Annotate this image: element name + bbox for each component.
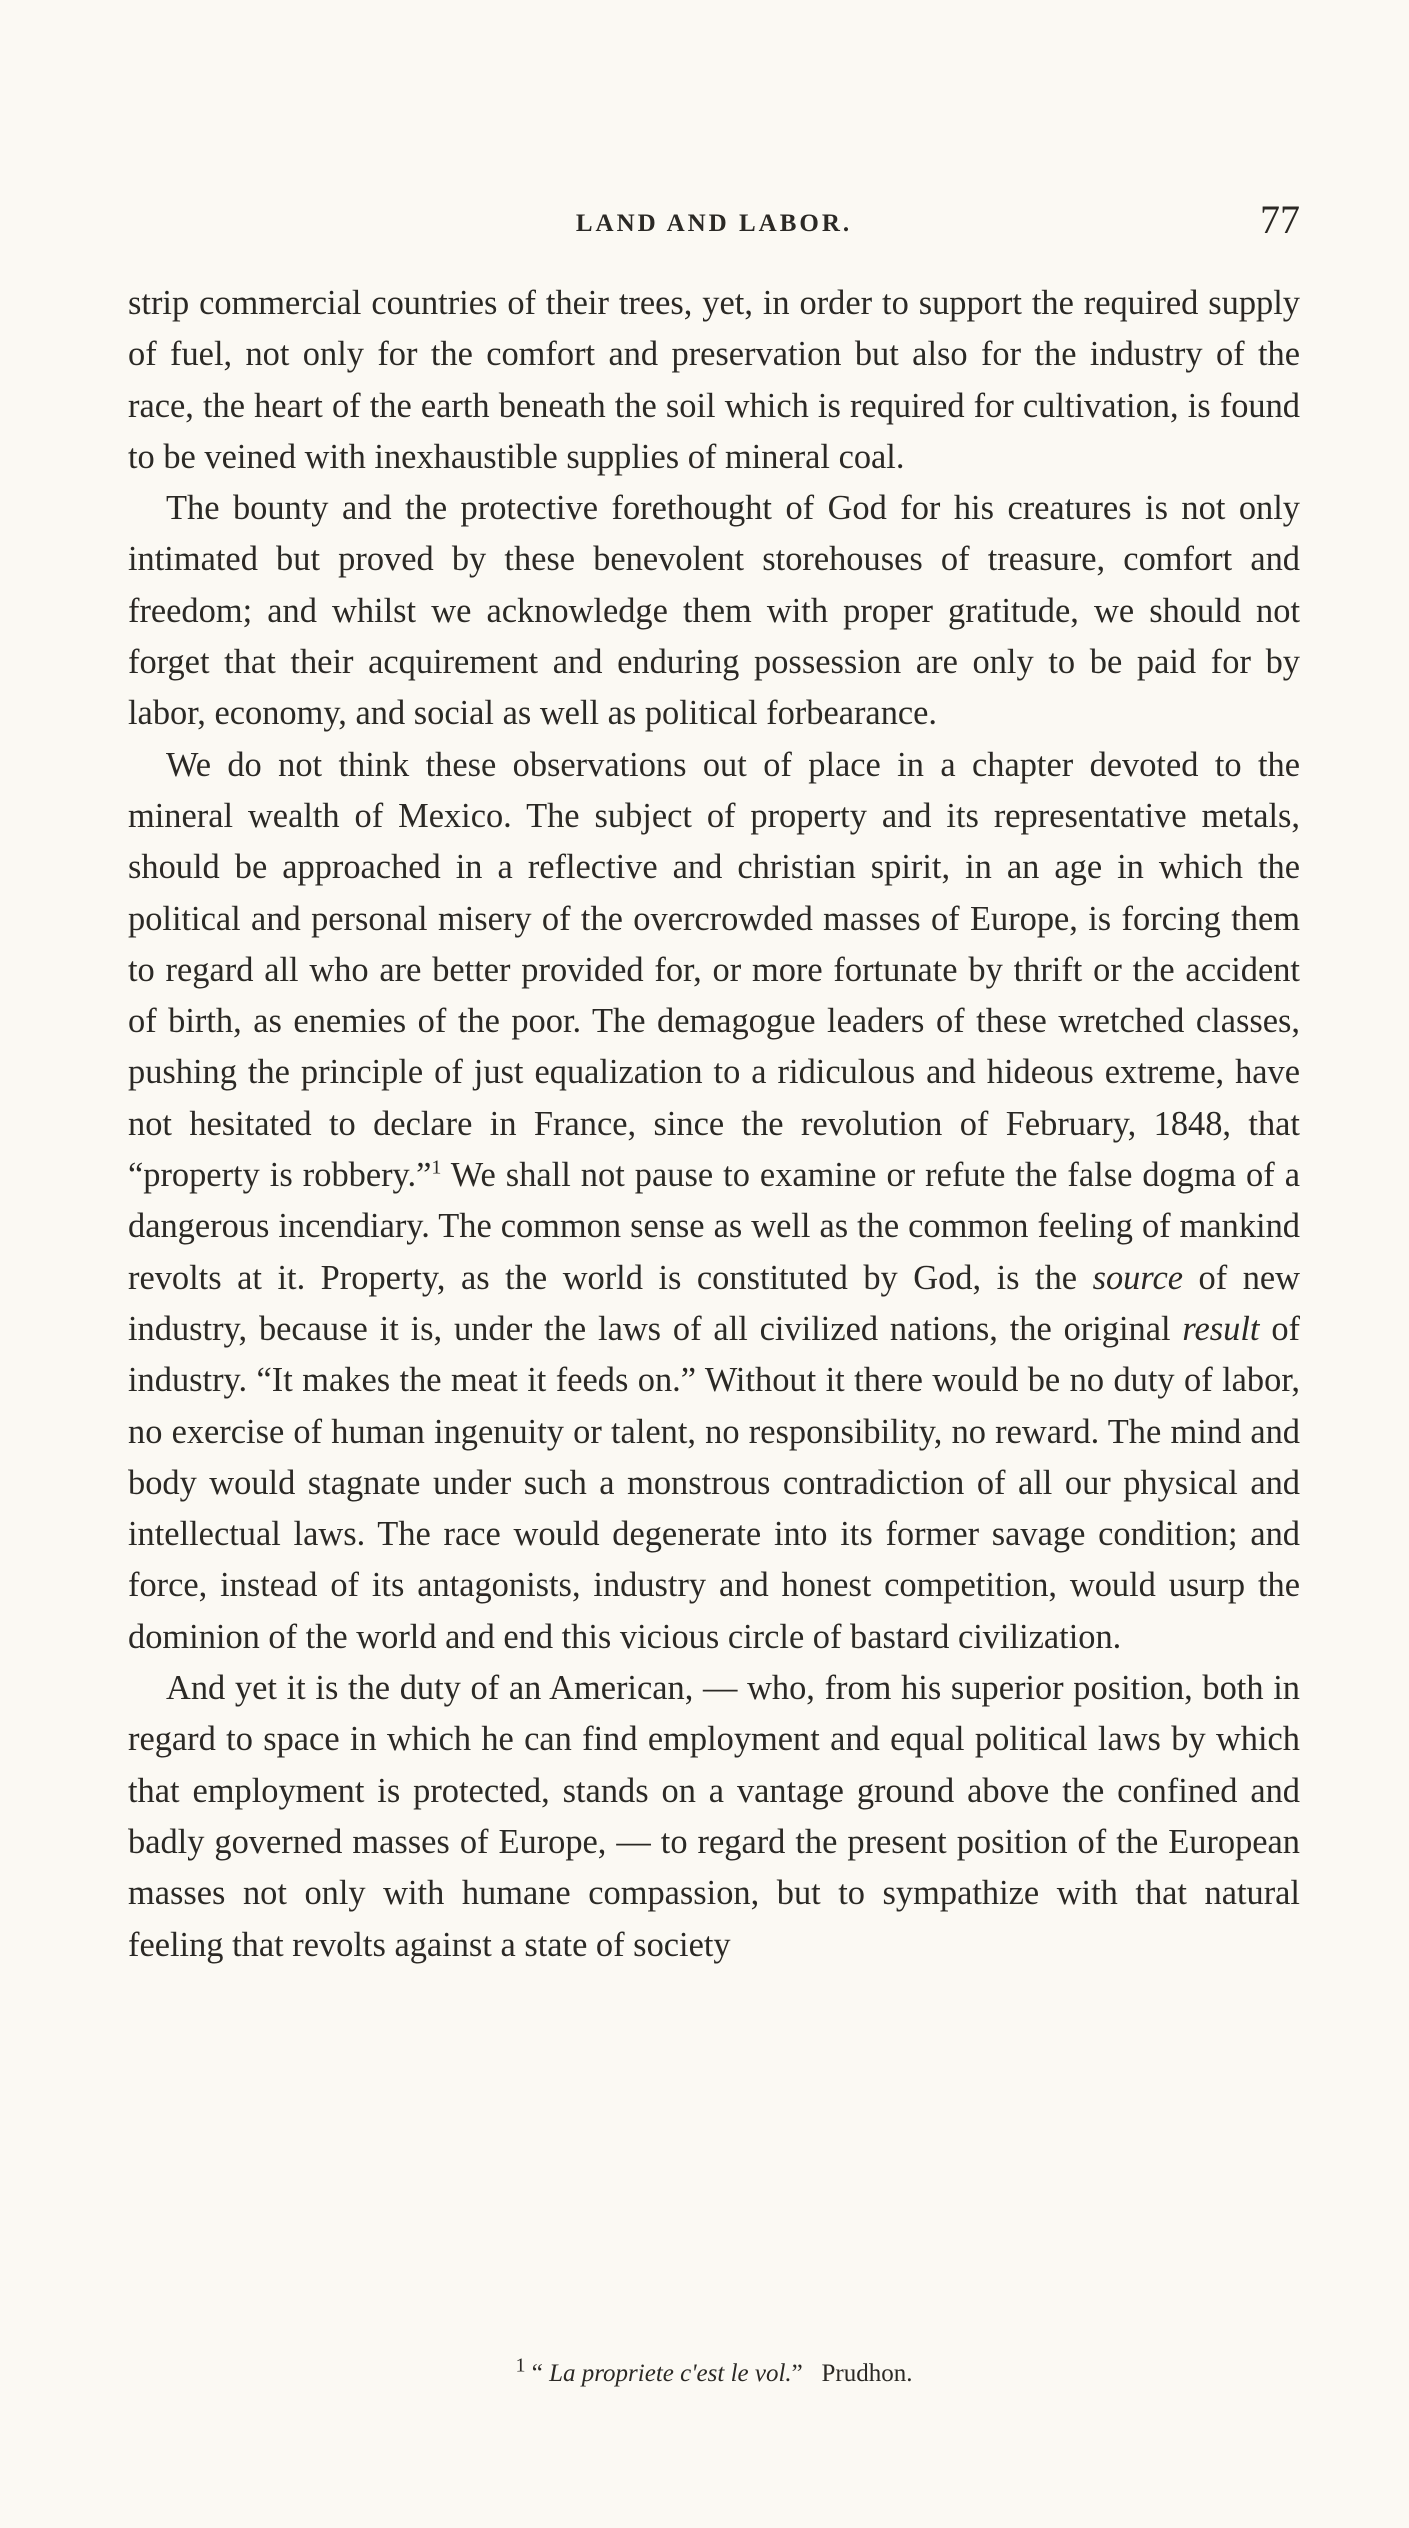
footnote-mark: 1 xyxy=(515,2354,526,2377)
running-head: LAND AND LABOR. xyxy=(575,210,853,237)
paragraph-3 xyxy=(128,740,1300,1663)
footnote-quote-open: “ xyxy=(531,2360,550,2387)
paragraph-4: And yet it is the duty of an American, — who, from his superior position, both in regard to space in which he can find employment and equal political laws by which that employment is protected, stands on a vantage ground above the confined and badly governed masses of Europe, — to regard the present position of the European masses not only with humane compassion, but to sympathize with that natural feeling that revolts against a state of society xyxy=(128,1669,1300,1964)
paragraph-3-text-d: of industry. “It makes the meat it feeds on.” Without it there would be no duty of labor, no exercise of human ingenuity or talent, no responsibility, no reward. The mind and body would stagnate under such a monstrous contradiction of all our physical and intellectual laws. The race would degenerate into its former savage condition; and force, instead of its antagonists, industry and honest competition, would usurp the dominion of the world and end this vicious circle of bastard civilization. xyxy=(128,1309,1300,1656)
emphasis-source: source xyxy=(1092,1258,1184,1297)
paragraph-2: The bounty and the protective forethought of God for his creatures is not only intimated but proved by these benevolent storehouses of treasure, comfort and freedom; and whilst we acknowledge them with proper gratitude, we should not forget that their acquirement and enduring possession are only to be paid for by labor, economy, and social as well as political forbearance. xyxy=(128,489,1300,733)
footnote-author: Prudhon. xyxy=(821,2360,913,2387)
body-text xyxy=(128,278,1300,1971)
page-header xyxy=(128,196,1300,256)
footnote-quote-close: ” xyxy=(791,2360,803,2387)
paragraph-1: strip commercial countries of their trees, yet, in order to support the required supply of fuel, not only for the comfort and preservation but also for the industry of the race, the heart of the earth beneath the soil which is required for cultivation, is found to be veined with inexhaustible supplies of mineral coal. xyxy=(128,284,1300,476)
paragraph-3-text-c: of new industry, because it is, under the laws of all civilized nations, the original xyxy=(128,1258,1300,1348)
paragraph-3-text-b: We shall not pause to examine or refute the false dogma of a dangerous incendiary. The common sense as well as the common feeling of mankind revolts at it. Property, as the world is constituted by God, is the xyxy=(128,1156,1300,1297)
footnote-reference: 1 xyxy=(431,1156,442,1179)
footnote xyxy=(128,2354,1300,2388)
emphasis-result: result xyxy=(1182,1309,1260,1348)
paragraph-3-text-a: We do not think these observations out of place in a chapter devoted to the mineral wealth of Mexico. The subject of property and its representative metals, should be approached in a reflective and christian spirit, in an age in which the political and personal misery of the overcrowded masses of Europe, is forcing them to regard all who are better provided for, or more fortunate by thrift or the accident of birth, as enemies of the poor. The demagogue leaders of these wretched classes, pushing the principle of just equalization to a ridiculous and hideous extreme, have not hesitated to declare in France, since the revolution of February, 1848, that “property is robbery.” xyxy=(128,745,1300,1195)
page-number: 77 xyxy=(1260,197,1300,242)
footnote-quote: La propriete c'est le vol. xyxy=(549,2360,792,2387)
